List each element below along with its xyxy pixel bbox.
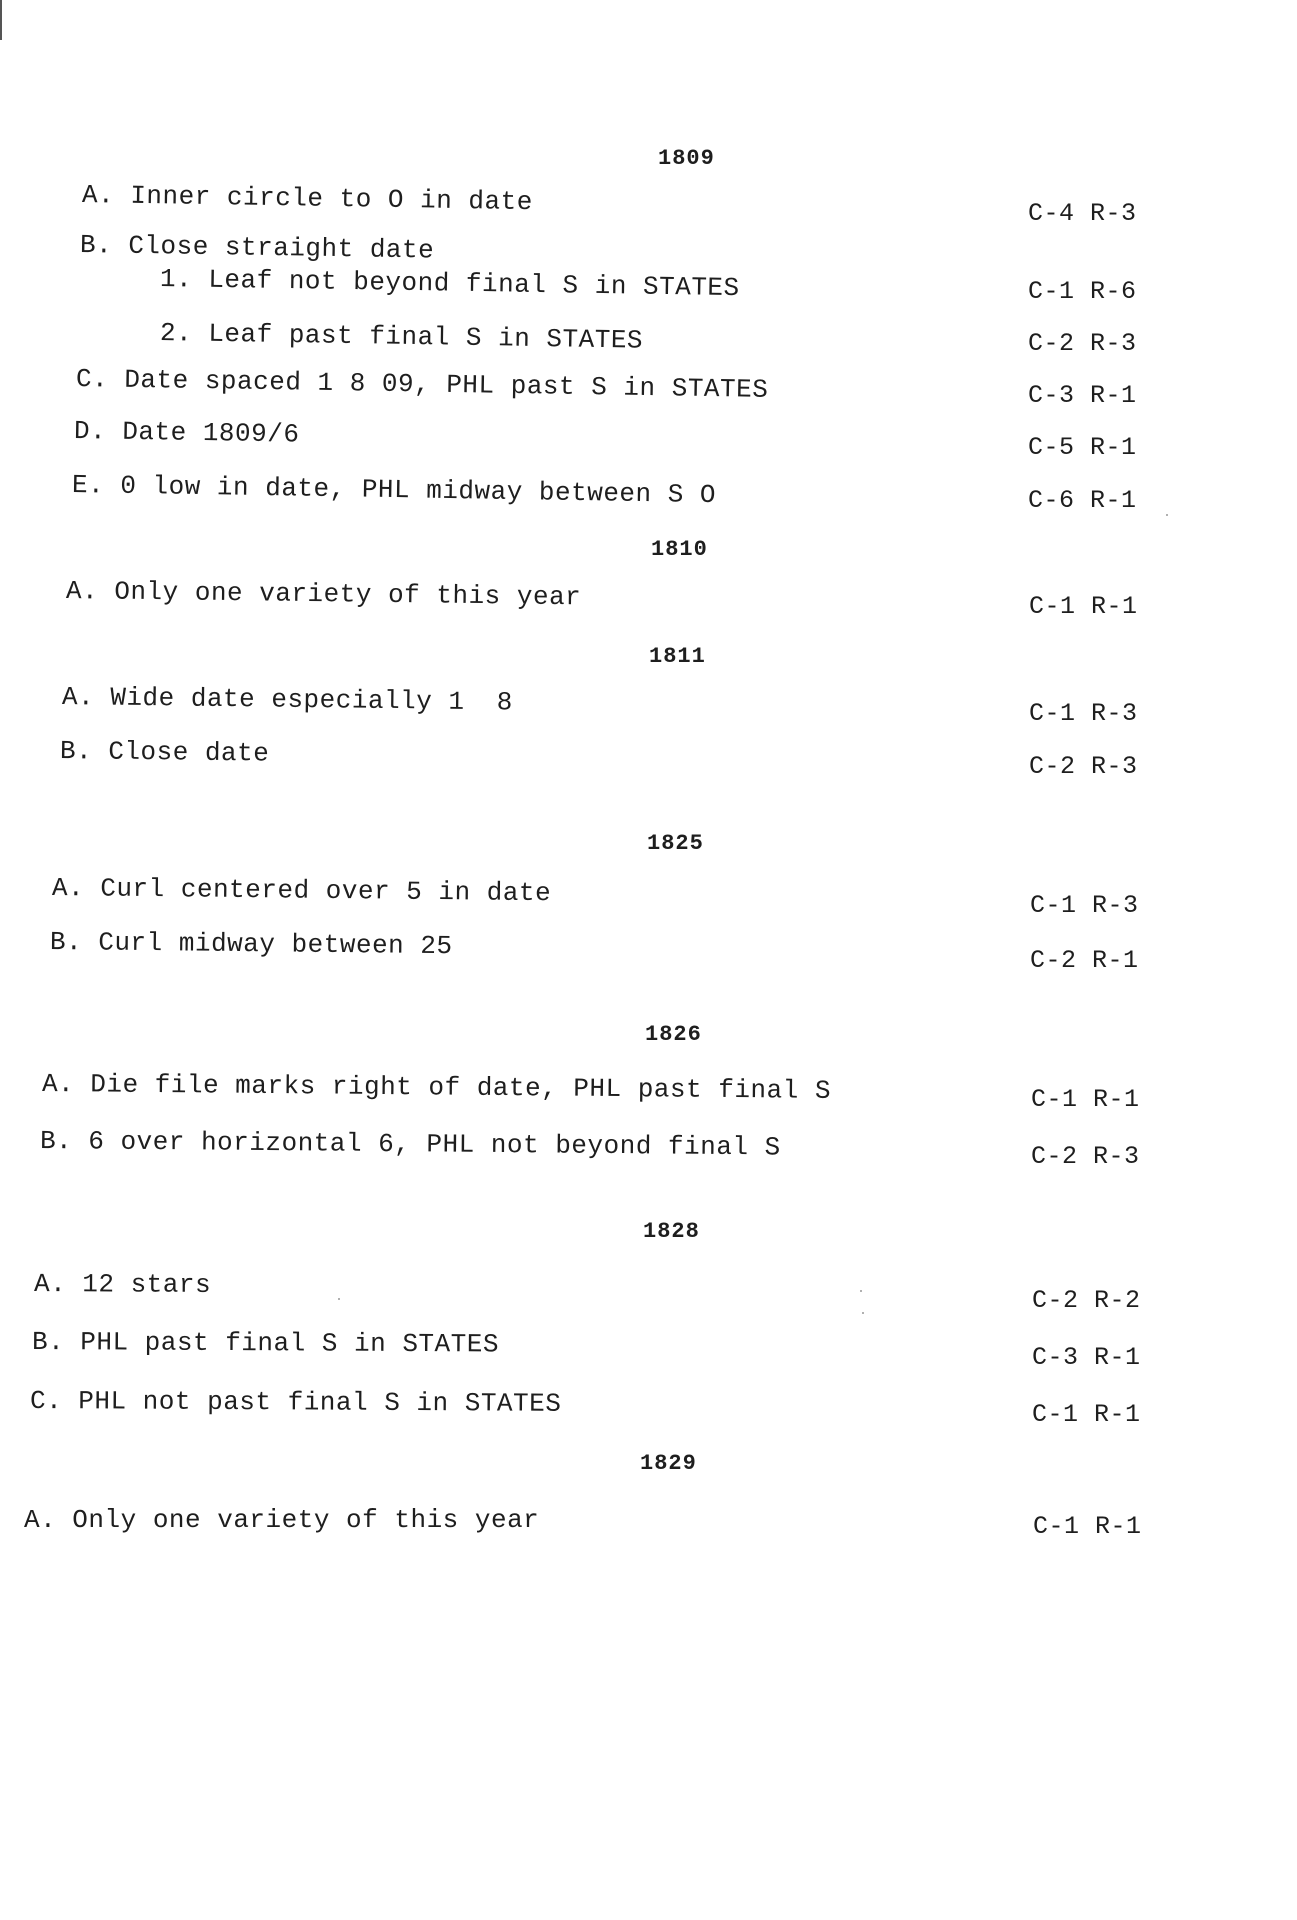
entry-1809-b: B. Close straight date (79, 230, 435, 266)
code-1828-c: C-1 R-1 (1032, 1400, 1141, 1429)
code-1828-a: C-2 R-2 (1032, 1286, 1141, 1315)
code-1811-b: C-2 R-3 (1029, 752, 1138, 781)
year-heading-1810: 1810 (651, 537, 708, 562)
scan-speck (860, 1290, 862, 1292)
entry-1825-b: B. Curl midway between 25 (49, 927, 453, 962)
entry-1809-a: A. Inner circle to O in date (81, 180, 534, 218)
entry-1810-a: A. Only one variety of this year (65, 576, 582, 613)
entry-1829-a: A. Only one variety of this year (24, 1505, 540, 1535)
entry-1809-b2: 2. Leaf past final S in STATES (159, 318, 644, 356)
code-1826-b: C-2 R-3 (1031, 1142, 1140, 1171)
code-1809-b1: C-1 R-6 (1028, 277, 1137, 306)
year-heading-1829: 1829 (640, 1451, 697, 1476)
code-1825-b: C-2 R-1 (1030, 946, 1139, 975)
year-heading-1809: 1809 (658, 146, 715, 171)
entry-1828-b: B. PHL past final S in STATES (31, 1327, 500, 1360)
code-1809-e: C-6 R-1 (1028, 486, 1137, 515)
year-heading-1811: 1811 (649, 644, 706, 669)
scan-speck (338, 1298, 340, 1300)
year-heading-1828: 1828 (643, 1219, 700, 1244)
entry-1828-a: A. 12 stars (33, 1269, 212, 1300)
entry-1809-b1: 1. Leaf not beyond final S in STATES (159, 264, 740, 304)
code-1826-a: C-1 R-1 (1031, 1085, 1140, 1114)
code-1809-a: C-4 R-3 (1028, 199, 1137, 228)
code-1811-a: C-1 R-3 (1029, 699, 1138, 728)
entry-1809-e: E. 0 low in date, PHL midway between S O (71, 470, 717, 511)
entry-1826-a: A. Die file marks right of date, PHL past final S (41, 1069, 832, 1106)
entry-1811-a: A. Wide date especially 1 8 (61, 682, 514, 718)
entry-1825-a: A. Curl centered over 5 in date (51, 873, 552, 909)
entry-1811-b: B. Close date (59, 736, 270, 769)
scan-speck (1166, 514, 1168, 516)
code-1809-d: C-5 R-1 (1028, 433, 1137, 462)
code-1825-a: C-1 R-3 (1030, 891, 1139, 920)
code-1809-c: C-3 R-1 (1028, 381, 1137, 410)
entry-1809-c: C. Date spaced 1 8 09, PHL past S in STATES (75, 364, 769, 405)
entry-1828-c: C. PHL not past final S in STATES (29, 1386, 562, 1419)
year-heading-1825: 1825 (647, 831, 704, 856)
code-1829-a: C-1 R-1 (1033, 1512, 1142, 1541)
scan-edge-mark (0, 0, 2, 40)
scan-speck (862, 1312, 864, 1314)
code-1810-a: C-1 R-1 (1029, 592, 1138, 621)
code-1828-b: C-3 R-1 (1032, 1343, 1141, 1372)
code-1809-b2: C-2 R-3 (1028, 329, 1137, 358)
entry-1826-b: B. 6 over horizontal 6, PHL not beyond final S (39, 1126, 781, 1163)
entry-1809-d: D. Date 1809/6 (73, 416, 300, 450)
year-heading-1826: 1826 (645, 1022, 702, 1047)
